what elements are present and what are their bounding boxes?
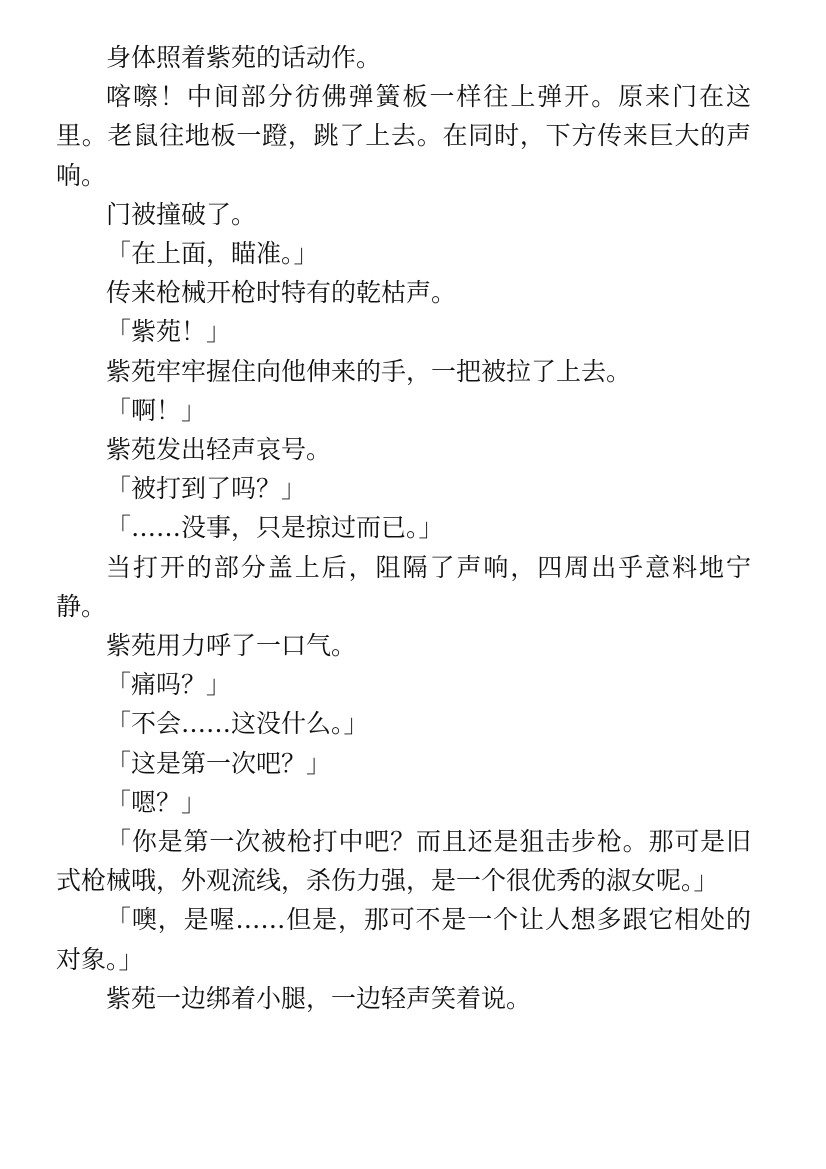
paragraph: 紫苑一边绑着小腿，一边轻声笑着说。 [106, 983, 532, 1013]
paragraph: 「啊！」 [106, 395, 207, 425]
paragraph: 当打开的部分盖上后，阻隔了声响，四周出乎意料地宁静。 [56, 552, 751, 621]
paragraph: 「噢，是喔……但是，那可不是一个让人想多跟它相处的对象。」 [56, 905, 751, 974]
paragraph: 传来枪械开枪时特有的乾枯声。 [106, 278, 457, 308]
paragraph: 「紫苑！」 [106, 317, 232, 347]
paragraph: 「……没事，只是掠过而已。」 [106, 513, 444, 543]
paragraph: 「嗯？」 [106, 787, 207, 817]
paragraph: 门被撞破了。 [106, 199, 257, 229]
paragraph: 「不会……这没什么。」 [106, 709, 369, 739]
document-page [56, 38, 751, 1018]
paragraph: 「你是第一次被枪打中吧？而且还是狙击步枪。那可是旧式枪械哦，外观流线，杀伤力强，是一个很优秀的淑女呢。」 [56, 827, 751, 896]
paragraph: 紫苑牢牢握住向他伸来的手，一把被拉了上去。 [106, 356, 632, 386]
paragraph: 「痛吗？」 [106, 670, 232, 700]
paragraph: 紫苑用力呼了一口气。 [106, 631, 357, 661]
paragraph: 身体照着紫苑的话动作。 [106, 43, 382, 72]
paragraph: 「被打到了吗？」 [106, 474, 307, 504]
paragraph: 「这是第一次吧？」 [106, 748, 332, 778]
paragraph: 「在上面，瞄准。」 [106, 239, 319, 269]
paragraph: 喀嚓！中间部分彷佛弹簧板一样往上弹开。原来门在这里。老鼠往地板一蹬，跳了上去。在同时，下方传来巨大的声响。 [56, 82, 751, 190]
paragraph: 紫苑发出轻声哀号。 [106, 435, 332, 465]
